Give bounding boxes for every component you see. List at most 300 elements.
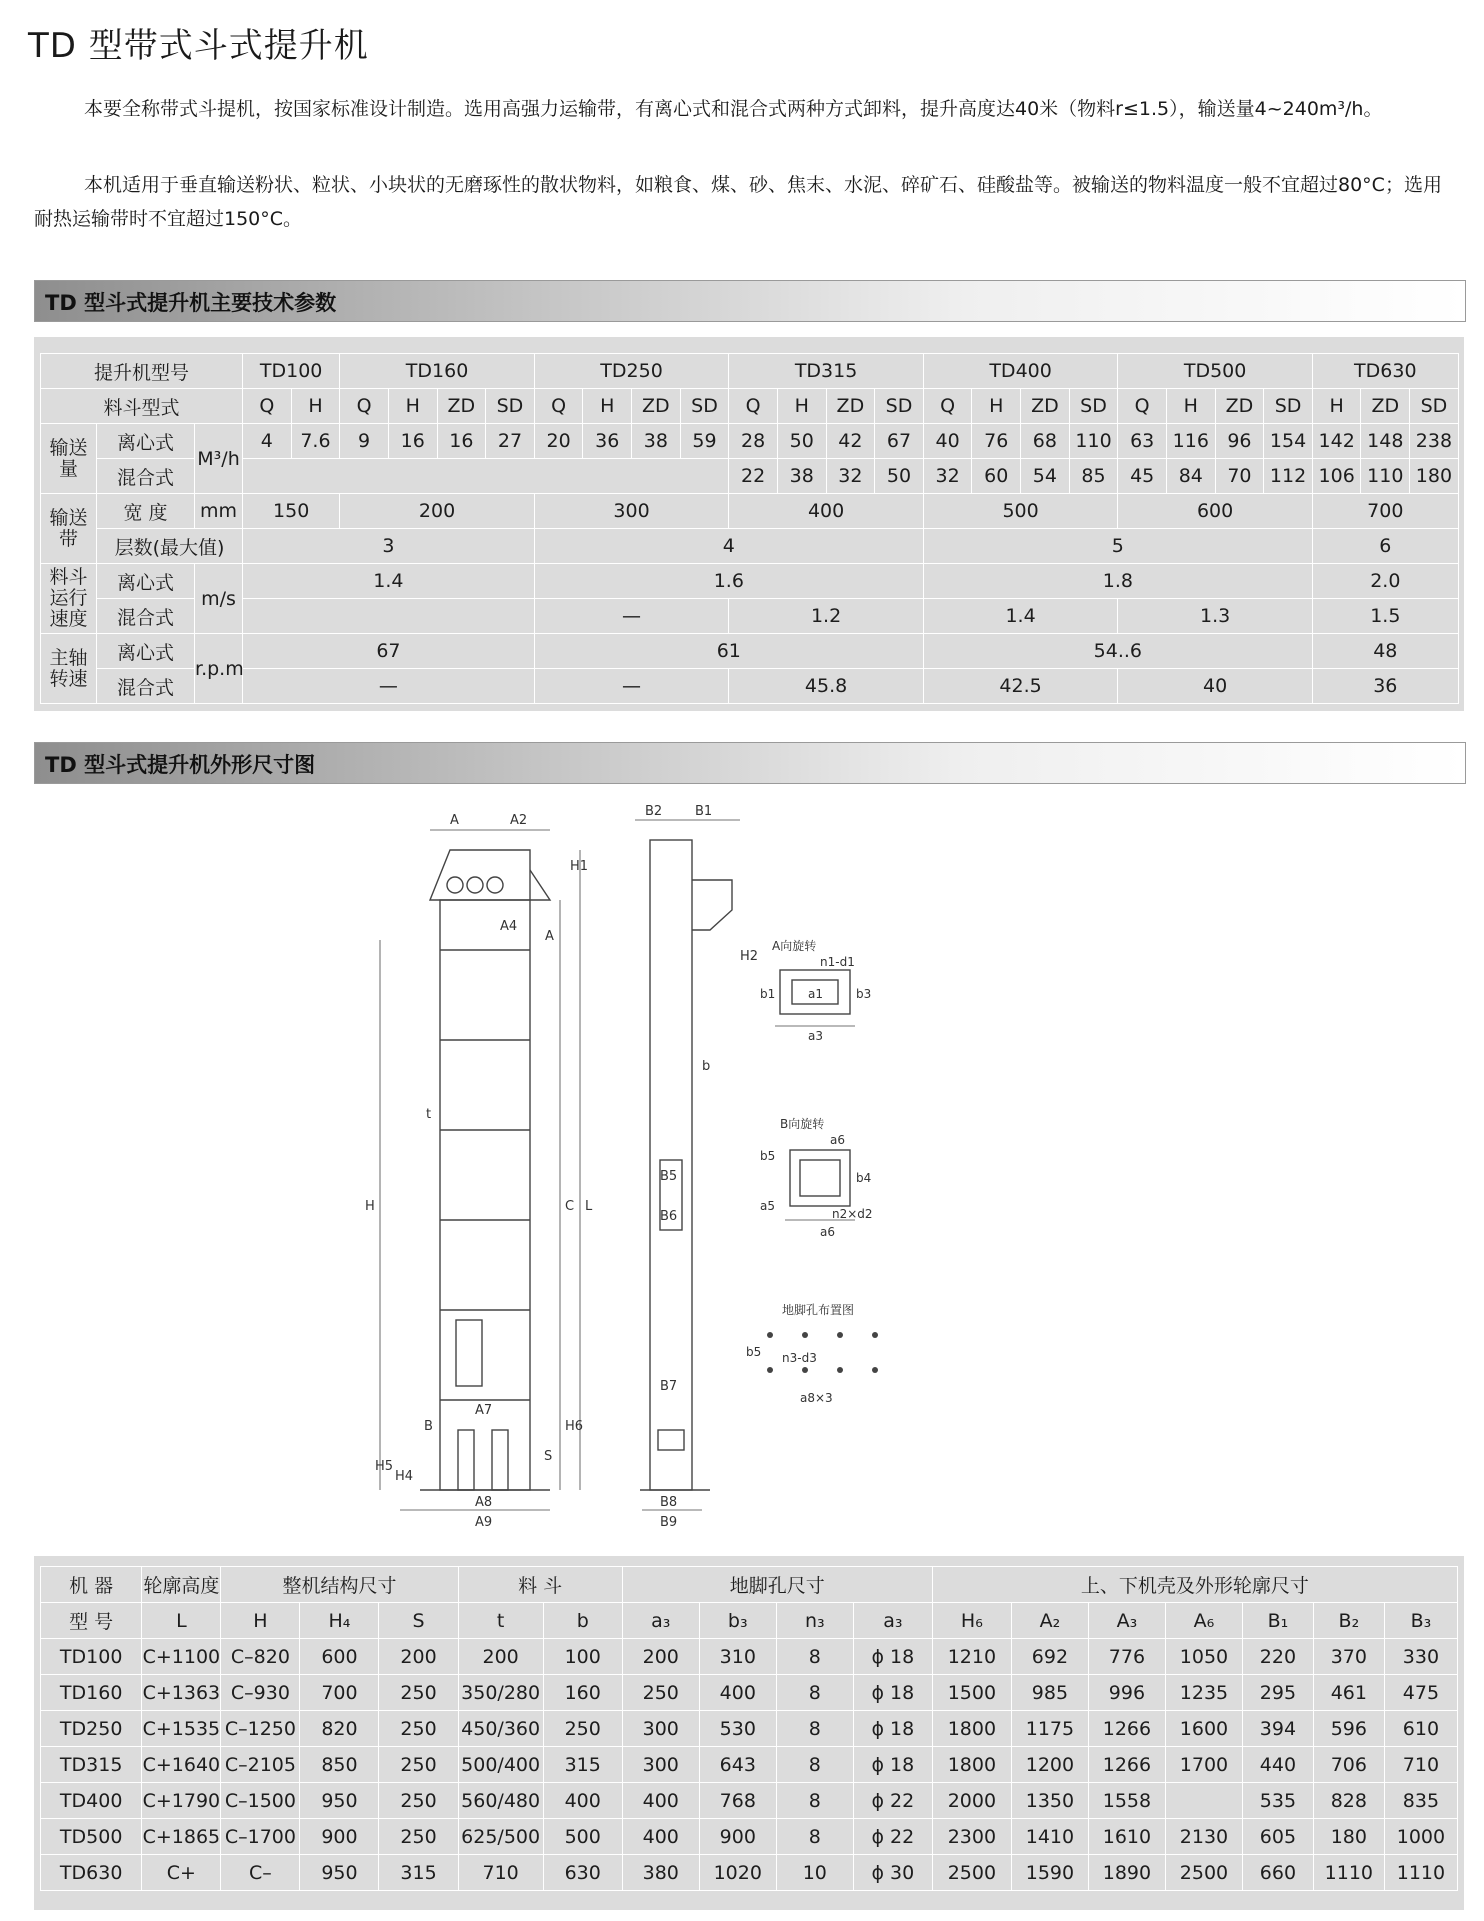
belt-layers-label: 层数(最大值)	[97, 529, 243, 564]
capacity-mixed-label: 混合式	[97, 459, 195, 494]
shaft-unit: r.p.m	[195, 634, 243, 704]
table-cell: C+1363	[142, 1675, 221, 1711]
table-cell	[1165, 1783, 1242, 1819]
table-cell: 1700	[1165, 1747, 1242, 1783]
view-b-label: b4	[856, 1171, 872, 1185]
bucket-type-cell: SD	[1264, 389, 1313, 424]
table-cell: C+	[142, 1855, 221, 1891]
table-cell: 1890	[1088, 1855, 1165, 1891]
capacity-cell: 154	[1264, 424, 1313, 459]
dim-label: B8	[660, 1495, 678, 1510]
shaft-cell: 45.8	[729, 669, 924, 704]
model-cell: TD250	[41, 1711, 142, 1747]
capacity-cell: 40	[923, 424, 972, 459]
capacity-cell: 110	[1361, 459, 1410, 494]
table-cell: C+1535	[142, 1711, 221, 1747]
dim-label: H2	[740, 949, 759, 964]
table-row	[41, 1783, 1458, 1819]
bucket-type-cell: H	[972, 389, 1021, 424]
table-row	[41, 1567, 1458, 1603]
shaft-cell: —	[534, 669, 729, 704]
table-cell: 2130	[1165, 1819, 1242, 1855]
table-cell: 500/400	[458, 1747, 543, 1783]
capacity-cell: 16	[437, 424, 486, 459]
capacity-cell: 67	[875, 424, 924, 459]
capacity-cell: 110	[1069, 424, 1118, 459]
model-cell: TD315	[41, 1747, 142, 1783]
table-cell: 394	[1242, 1711, 1313, 1747]
dim-label: S	[544, 1449, 553, 1464]
table-cell: 461	[1313, 1675, 1384, 1711]
capacity-cell: 50	[777, 424, 826, 459]
table-cell: 200	[379, 1639, 458, 1675]
table-row	[41, 529, 1459, 564]
view-b-label: a6	[830, 1133, 845, 1147]
subheader-cell: a₃	[622, 1603, 699, 1639]
table-cell: 710	[458, 1855, 543, 1891]
bucket-type-cell: Q	[1118, 389, 1167, 424]
subheader-cell: B₁	[1242, 1603, 1313, 1639]
bucket-type-cell: Q	[923, 389, 972, 424]
belt-width-cell: 600	[1118, 494, 1313, 529]
table-cell: 985	[1011, 1675, 1088, 1711]
table-cell: 295	[1242, 1675, 1313, 1711]
table-cell: 440	[1242, 1747, 1313, 1783]
dim-label: B1	[695, 804, 713, 819]
table-cell: ϕ 30	[853, 1855, 932, 1891]
capacity-cell: 238	[1410, 424, 1459, 459]
model-cell: TD630	[41, 1855, 142, 1891]
table-cell: 1800	[932, 1747, 1011, 1783]
table-cell: ϕ 18	[853, 1639, 932, 1675]
table-cell: C–1500	[221, 1783, 300, 1819]
bucket-type-cell: SD	[486, 389, 535, 424]
table-cell: 250	[379, 1675, 458, 1711]
table-cell: 1800	[932, 1711, 1011, 1747]
speed-mixed-label: 混合式	[97, 599, 195, 634]
capacity-cell: 60	[972, 459, 1021, 494]
table-cell: C+1640	[142, 1747, 221, 1783]
belt-layers-cell: 4	[534, 529, 923, 564]
model-cell: TD500	[41, 1819, 142, 1855]
table-cell: 950	[300, 1783, 379, 1819]
section-header-specs	[34, 280, 1466, 322]
capacity-cell: 85	[1069, 459, 1118, 494]
table-cell: 350/280	[458, 1675, 543, 1711]
anchor-label: n3-d3	[782, 1351, 817, 1365]
table-cell: 315	[379, 1855, 458, 1891]
bucket-type-cell: H	[583, 389, 632, 424]
capacity-cell: 20	[534, 424, 583, 459]
anchor-label: a8×3	[800, 1391, 833, 1405]
belt-width-cell: 500	[923, 494, 1118, 529]
shaft-cell: 61	[534, 634, 923, 669]
dim-label: A	[545, 929, 554, 944]
shaft-group-label: 主轴转速	[41, 634, 97, 704]
shaft-cell: 48	[1312, 634, 1458, 669]
capacity-unit: M³/h	[195, 424, 243, 494]
speed-group-label: 料斗运行速度	[41, 564, 97, 634]
table-cell: 1590	[1011, 1855, 1088, 1891]
dimension-table-body	[41, 1639, 1458, 1891]
belt-width-cell: 150	[243, 494, 340, 529]
table-cell: ϕ 22	[853, 1819, 932, 1855]
table-row	[41, 1675, 1458, 1711]
table-cell: 850	[300, 1747, 379, 1783]
table-cell: 310	[699, 1639, 776, 1675]
view-b-label: b5	[760, 1149, 776, 1163]
spec-table-panel	[34, 337, 1464, 711]
table-cell: ϕ 18	[853, 1711, 932, 1747]
header-contour-sub: L	[142, 1603, 221, 1639]
table-cell: 380	[622, 1855, 699, 1891]
table-cell: C–	[221, 1855, 300, 1891]
table-cell: 835	[1384, 1783, 1457, 1819]
header-contour: 轮廓高度	[142, 1567, 221, 1603]
table-row	[41, 389, 1459, 424]
table-row	[41, 1711, 1458, 1747]
bucket-type-cell: H	[388, 389, 437, 424]
table-row	[41, 634, 1459, 669]
view-a-label: a3	[808, 1029, 823, 1043]
table-cell: 330	[1384, 1639, 1457, 1675]
speed-cell: 2.0	[1312, 564, 1458, 599]
capacity-cell: 106	[1312, 459, 1361, 494]
table-cell: 10	[776, 1855, 853, 1891]
bucket-type-cell: ZD	[1361, 389, 1410, 424]
table-row	[41, 459, 1459, 494]
empty-cell	[243, 459, 729, 494]
model-cell: TD400	[923, 354, 1118, 389]
belt-width-cell: 700	[1312, 494, 1458, 529]
belt-layers-cell: 6	[1312, 529, 1458, 564]
table-cell: 560/480	[458, 1783, 543, 1819]
view-b-label: a6	[820, 1225, 835, 1239]
table-cell: 768	[699, 1783, 776, 1819]
front-inspection-door	[456, 1320, 482, 1386]
side-drive-unit	[692, 880, 732, 930]
subheader-cell: A₃	[1088, 1603, 1165, 1639]
capacity-cell: 142	[1312, 424, 1361, 459]
dim-label: B7	[660, 1379, 678, 1394]
table-cell: 1558	[1088, 1783, 1165, 1819]
table-cell: 8	[776, 1675, 853, 1711]
table-cell: 250	[379, 1783, 458, 1819]
shaft-cell: 42.5	[923, 669, 1118, 704]
dim-label: A7	[475, 1403, 493, 1418]
belt-group-label: 输送带	[41, 494, 97, 564]
table-cell: 500	[543, 1819, 622, 1855]
intro-paragraph-1: 本要全称带式斗提机，按国家标准设计制造。选用高强力运输带，有离心式和混合式两种方式卸料，提升高度达40米（物料r≤1.5），输送量4~240m³/h。	[84, 98, 1383, 120]
speed-cell: 1.4	[923, 599, 1118, 634]
dimension-table-panel	[34, 1556, 1464, 1910]
speed-cell: 1.3	[1118, 599, 1313, 634]
capacity-cell: 180	[1410, 459, 1459, 494]
capacity-cell: 54	[1021, 459, 1070, 494]
dim-label: L	[585, 1199, 593, 1214]
front-casing	[440, 900, 530, 1490]
capacity-cell: 45	[1118, 459, 1167, 494]
belt-layers-cell: 3	[243, 529, 535, 564]
subheader-cell: H₆	[932, 1603, 1011, 1639]
dim-label: H4	[395, 1469, 414, 1484]
table-cell: 625/500	[458, 1819, 543, 1855]
table-cell: 1350	[1011, 1783, 1088, 1819]
table-cell: 400	[543, 1783, 622, 1819]
subheader-cell: B₂	[1313, 1603, 1384, 1639]
bucket-type-cell: H	[777, 389, 826, 424]
model-cell: TD160	[340, 354, 535, 389]
subheader-cell: A₆	[1165, 1603, 1242, 1639]
capacity-cell: 76	[972, 424, 1021, 459]
subheader-cell: S	[379, 1603, 458, 1639]
capacity-cell: 28	[729, 424, 778, 459]
table-cell: 900	[699, 1819, 776, 1855]
table-cell: 8	[776, 1747, 853, 1783]
table-cell: 475	[1384, 1675, 1457, 1711]
dim-label: B5	[660, 1169, 678, 1184]
model-cell: TD160	[41, 1675, 142, 1711]
capacity-cell: 27	[486, 424, 535, 459]
spec-table	[40, 353, 1459, 704]
capacity-group-label: 输送量	[41, 424, 97, 494]
bucket-type-cell: Q	[729, 389, 778, 424]
shaft-cell: 40	[1118, 669, 1313, 704]
table-cell: 250	[379, 1747, 458, 1783]
dim-label: H	[365, 1199, 375, 1214]
table-row	[41, 1747, 1458, 1783]
table-cell: C–2105	[221, 1747, 300, 1783]
belt-layers-cell: 5	[923, 529, 1312, 564]
front-discharge-chute	[530, 870, 550, 900]
table-cell: 250	[622, 1675, 699, 1711]
table-row	[41, 1603, 1458, 1639]
capacity-cell: 42	[826, 424, 875, 459]
table-cell: ϕ 18	[853, 1747, 932, 1783]
speed-cell: —	[534, 599, 729, 634]
dim-label: A4	[500, 919, 518, 934]
model-cell: TD630	[1312, 354, 1458, 389]
subheader-cell: H₄	[300, 1603, 379, 1639]
table-cell: 1410	[1011, 1819, 1088, 1855]
bucket-type-header: 料斗型式	[41, 389, 243, 424]
subheader-cell: t	[458, 1603, 543, 1639]
shaft-cell: —	[243, 669, 535, 704]
speed-cell: 1.2	[729, 599, 924, 634]
section-header-dimensions	[34, 742, 1466, 784]
subheader-cell: H	[221, 1603, 300, 1639]
page-title: TD 型带式斗式提升机	[28, 26, 369, 66]
table-cell: C–930	[221, 1675, 300, 1711]
bucket-type-cell: Q	[243, 389, 292, 424]
shaft-cell: 54..6	[923, 634, 1312, 669]
table-cell: ϕ 22	[853, 1783, 932, 1819]
table-row	[41, 1855, 1458, 1891]
belt-width-label: 宽 度	[97, 494, 195, 529]
dim-label: A9	[475, 1515, 493, 1530]
table-cell: 692	[1011, 1639, 1088, 1675]
view-a-caption: A向旋转	[772, 939, 817, 953]
speed-cell: 1.8	[923, 564, 1312, 599]
subheader-cell: b	[543, 1603, 622, 1639]
table-cell: 643	[699, 1747, 776, 1783]
section-title-dimensions: TD 型斗式提升机外形尺寸图	[45, 753, 316, 777]
dim-label: B2	[645, 804, 663, 819]
capacity-cell: 32	[923, 459, 972, 494]
capacity-cell: 50	[875, 459, 924, 494]
bucket-type-cell: SD	[1410, 389, 1459, 424]
table-cell: C+1865	[142, 1819, 221, 1855]
table-cell: 1266	[1088, 1711, 1165, 1747]
table-row	[41, 599, 1459, 634]
table-cell: 610	[1384, 1711, 1457, 1747]
table-cell: 1175	[1011, 1711, 1088, 1747]
bucket-type-cell: H	[291, 389, 340, 424]
table-cell: 828	[1313, 1783, 1384, 1819]
capacity-cell: 32	[826, 459, 875, 494]
table-cell: 2000	[932, 1783, 1011, 1819]
speed-cell: 1.6	[534, 564, 923, 599]
table-cell: 160	[543, 1675, 622, 1711]
table-cell: 250	[379, 1819, 458, 1855]
header-model-sub: 型 号	[41, 1603, 142, 1639]
table-cell: 1050	[1165, 1639, 1242, 1675]
table-cell: 8	[776, 1639, 853, 1675]
table-cell: C–1250	[221, 1711, 300, 1747]
dim-label: H1	[570, 859, 589, 874]
bucket-type-cell: ZD	[826, 389, 875, 424]
bucket-type-cell: SD	[875, 389, 924, 424]
subheader-cell: a₃	[853, 1603, 932, 1639]
table-cell: 1266	[1088, 1747, 1165, 1783]
dim-label: B6	[660, 1209, 678, 1224]
belt-width-cell: 200	[340, 494, 535, 529]
table-cell: 1200	[1011, 1747, 1088, 1783]
bucket-type-cell: SD	[1069, 389, 1118, 424]
shaft-cell: 36	[1312, 669, 1458, 704]
table-cell: 535	[1242, 1783, 1313, 1819]
model-cell: TD400	[41, 1783, 142, 1819]
dimension-drawing	[365, 790, 1060, 1530]
table-cell: 706	[1313, 1747, 1384, 1783]
model-cell: TD100	[243, 354, 340, 389]
capacity-cell: 22	[729, 459, 778, 494]
table-row	[41, 564, 1459, 599]
table-row	[41, 1819, 1458, 1855]
table-cell: 450/360	[458, 1711, 543, 1747]
table-cell: 820	[300, 1711, 379, 1747]
table-cell: 1000	[1384, 1819, 1457, 1855]
view-b-caption: B向旋转	[780, 1117, 825, 1131]
model-header: 提升机型号	[41, 354, 243, 389]
capacity-cell: 9	[340, 424, 389, 459]
table-cell: C+1790	[142, 1783, 221, 1819]
capacity-cell: 68	[1021, 424, 1070, 459]
table-row	[41, 354, 1459, 389]
speed-unit: m/s	[195, 564, 243, 634]
table-cell: 370	[1313, 1639, 1384, 1675]
bucket-type-cell: Q	[340, 389, 389, 424]
bucket-type-cell: H	[1166, 389, 1215, 424]
table-cell: 996	[1088, 1675, 1165, 1711]
header-anchor: 地脚孔尺寸	[622, 1567, 932, 1603]
table-cell: 400	[699, 1675, 776, 1711]
table-cell: 1110	[1313, 1855, 1384, 1891]
table-cell: 900	[300, 1819, 379, 1855]
table-cell: 1600	[1165, 1711, 1242, 1747]
table-cell: 630	[543, 1855, 622, 1891]
bucket-type-cell: ZD	[1021, 389, 1070, 424]
table-cell: 400	[622, 1783, 699, 1819]
table-cell: 200	[458, 1639, 543, 1675]
bucket-type-cell: ZD	[632, 389, 681, 424]
dim-label: A2	[510, 813, 528, 828]
table-cell: 1210	[932, 1639, 1011, 1675]
table-cell: 315	[543, 1747, 622, 1783]
shaft-cell: 67	[243, 634, 535, 669]
table-cell: 1500	[932, 1675, 1011, 1711]
view-a-label: n1-d1	[820, 955, 855, 969]
table-row	[41, 494, 1459, 529]
table-cell: 1110	[1384, 1855, 1457, 1891]
model-cell: TD100	[41, 1639, 142, 1675]
table-cell: 2500	[932, 1855, 1011, 1891]
capacity-cell: 59	[680, 424, 729, 459]
header-bucket: 料 斗	[458, 1567, 622, 1603]
header-casing: 上、下机壳及外形轮廓尺寸	[932, 1567, 1457, 1603]
view-b-label: n2×d2	[832, 1207, 873, 1221]
table-cell: 605	[1242, 1819, 1313, 1855]
dim-label: H6	[565, 1419, 584, 1434]
capacity-cell: 38	[777, 459, 826, 494]
header-overall: 整机结构尺寸	[221, 1567, 458, 1603]
subheader-cell: b₃	[699, 1603, 776, 1639]
dim-label: A	[450, 813, 459, 828]
bucket-type-cell: H	[1312, 389, 1361, 424]
table-cell: 100	[543, 1639, 622, 1675]
subheader-cell: B₃	[1384, 1603, 1457, 1639]
bucket-type-cell: ZD	[1215, 389, 1264, 424]
anchor-caption: 地脚孔布置图	[782, 1303, 855, 1317]
table-cell: 2300	[932, 1819, 1011, 1855]
capacity-centrifugal-label: 离心式	[97, 424, 195, 459]
table-cell: C+1100	[142, 1639, 221, 1675]
model-cell: TD500	[1118, 354, 1313, 389]
table-cell: 200	[622, 1639, 699, 1675]
dim-label: B9	[660, 1515, 678, 1530]
dim-label: b	[702, 1059, 711, 1074]
bucket-type-cell: ZD	[437, 389, 486, 424]
table-cell: 596	[1313, 1711, 1384, 1747]
speed-cell: 1.5	[1312, 599, 1458, 634]
table-cell: 8	[776, 1783, 853, 1819]
dim-label: A8	[475, 1495, 493, 1510]
table-cell: 600	[300, 1639, 379, 1675]
table-cell: 710	[1384, 1747, 1457, 1783]
model-cell: TD250	[534, 354, 729, 389]
dim-label: t	[426, 1107, 432, 1122]
table-cell: 300	[622, 1711, 699, 1747]
dimension-table	[40, 1566, 1458, 1891]
table-cell: 8	[776, 1711, 853, 1747]
table-cell: 8	[776, 1819, 853, 1855]
capacity-cell: 112	[1264, 459, 1313, 494]
table-cell: 180	[1313, 1819, 1384, 1855]
table-row	[41, 424, 1459, 459]
table-cell: 1020	[699, 1855, 776, 1891]
belt-width-cell: 400	[729, 494, 924, 529]
dim-label: B	[424, 1419, 433, 1434]
